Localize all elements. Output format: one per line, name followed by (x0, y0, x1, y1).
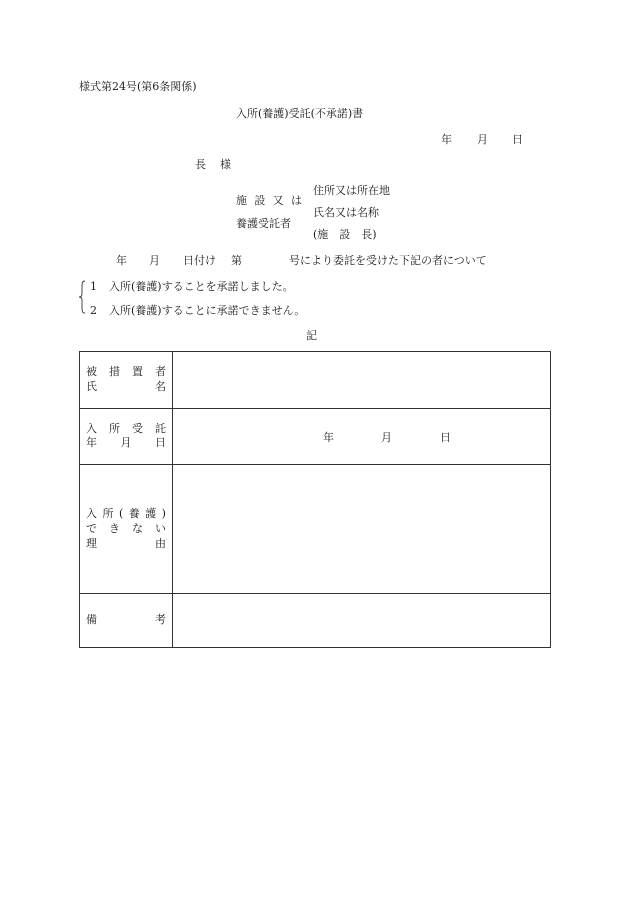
option-1-number: 1 (90, 280, 97, 293)
addressee-cho: 長 (195, 158, 206, 171)
label-char: 護 (145, 507, 157, 520)
row2-label-line2 (86, 437, 166, 448)
detail-table (79, 351, 551, 648)
form-number: 様式第24号(第6条関係) (79, 80, 197, 93)
label-char: 氏 (86, 380, 97, 393)
label-char: ) (161, 507, 166, 520)
reference-dai: 第 (231, 254, 242, 267)
row3-label-line2 (86, 523, 166, 534)
sender-name-label: 氏名又は名称 (313, 206, 379, 219)
entrust-date-day: 日 (440, 431, 451, 444)
label-char: 名 (155, 380, 166, 393)
option-1-text: 入所(養護)することを承諾しました。 (109, 280, 294, 293)
label-char: き (109, 522, 120, 535)
label-char: 所 (109, 422, 120, 435)
label-char: 月 (120, 436, 132, 449)
entrust-date-month: 月 (381, 431, 392, 444)
label-char: 所 (102, 507, 114, 520)
label-char: 年 (86, 436, 97, 449)
sender-label-char: は (290, 194, 302, 207)
row2-label-line1 (86, 423, 166, 434)
date-day: 日 (512, 133, 523, 146)
option-2-number: 2 (90, 304, 97, 317)
date-year: 年 (441, 133, 452, 146)
sender-label-line1 (236, 195, 302, 206)
label-char: ( (118, 507, 124, 520)
reference-month: 月 (149, 254, 160, 267)
label-char: 被 (86, 365, 97, 378)
date-month: 月 (477, 133, 488, 146)
addressee-sama: 様 (220, 158, 231, 171)
row3-label-line1 (86, 508, 166, 519)
reference-year: 年 (116, 254, 127, 267)
option-2-text: 入所(養護)することに承諾できません。 (109, 304, 306, 317)
sender-label-char: 又 (272, 194, 284, 207)
sender-label-char: 設 (254, 194, 266, 207)
table-row-divider (80, 408, 550, 409)
label-char: 者 (155, 365, 166, 378)
entrust-date-year: 年 (323, 431, 334, 444)
label-char: 養 (128, 507, 140, 520)
label-char: 日 (155, 436, 166, 449)
table-row-divider (80, 464, 550, 465)
label-char: 備 (86, 613, 97, 626)
option-brace-icon (78, 280, 86, 314)
label-char: 入 (86, 422, 97, 435)
row3-label-line3 (86, 538, 166, 549)
table-row-divider (80, 593, 550, 594)
label-char: 理 (86, 537, 97, 550)
reference-rest: 号により委託を受けた下記の者について (289, 254, 487, 267)
row1-label-line1 (86, 366, 166, 377)
sender-label-line2: 養護受託者 (236, 217, 291, 230)
label-char: で (86, 522, 97, 535)
row1-label-line2 (86, 381, 166, 392)
reference-dated: 日付け (183, 254, 216, 267)
label-char: 受 (132, 422, 143, 435)
label-char: い (155, 522, 166, 535)
document-title: 入所(養護)受託(不承諾)書 (236, 107, 364, 120)
label-char: 入 (86, 507, 97, 520)
label-char: 考 (155, 613, 166, 626)
label-char: 由 (155, 537, 166, 550)
sender-facility-head-label: (施 設 長) (313, 228, 377, 241)
row4-label-line1 (86, 614, 166, 625)
label-char: な (132, 522, 143, 535)
table-column-divider (172, 352, 173, 647)
ki-heading: 記 (306, 329, 317, 342)
label-char: 措 (109, 365, 120, 378)
label-char: 置 (132, 365, 143, 378)
label-char: 託 (155, 422, 166, 435)
sender-address-label: 住所又は所在地 (313, 184, 390, 197)
sender-label-char: 施 (236, 194, 247, 207)
